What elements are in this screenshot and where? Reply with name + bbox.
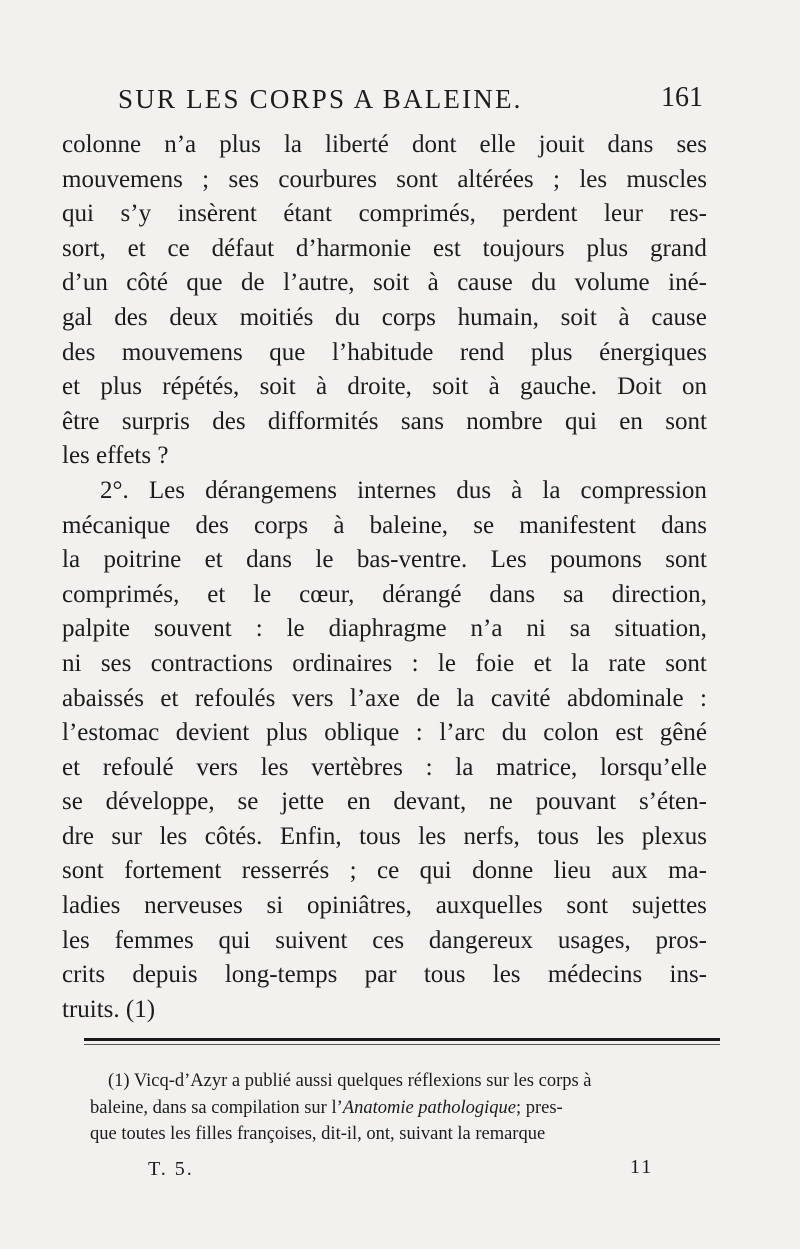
word: rend (459, 338, 505, 366)
word: énergiques (599, 338, 707, 366)
word: de (416, 684, 440, 712)
text-line (62, 578, 707, 613)
word: ne (489, 788, 513, 816)
word: le (286, 615, 305, 643)
word: sont (396, 165, 438, 193)
paragraph-start-line (62, 474, 707, 509)
word: elle (479, 131, 516, 158)
word: Doit (617, 373, 662, 401)
word: soit (432, 373, 469, 401)
word: sa (569, 615, 591, 643)
word: qui (218, 926, 251, 954)
text-line (62, 716, 707, 751)
word: ladies (62, 892, 121, 920)
word: plus (100, 373, 142, 401)
text-line (62, 336, 707, 371)
word: jette (281, 788, 325, 816)
word: abaissés (62, 684, 144, 712)
word: que (269, 338, 306, 366)
word: manifestent (519, 511, 636, 539)
word: les (260, 753, 289, 781)
word: sort, (62, 234, 106, 262)
word: gal (62, 303, 93, 331)
word: internes (357, 476, 437, 504)
page-number: 161 (661, 82, 703, 113)
word: médecins (547, 961, 643, 989)
word: pouvant (535, 788, 617, 816)
word: abdominale (566, 684, 684, 712)
word: d’un (62, 269, 108, 297)
word: à (427, 269, 439, 297)
word: se (62, 788, 83, 816)
word: situation, (614, 615, 707, 643)
word: du (531, 269, 557, 297)
word: grand (650, 234, 707, 262)
word: humain, (457, 303, 539, 331)
footnote-italic-title: Anatomie pathologique (342, 1097, 516, 1118)
word: ni (62, 649, 82, 677)
footnote-divider (84, 1038, 720, 1041)
word: tous (423, 961, 466, 989)
word: la (456, 684, 475, 712)
word: sa (563, 580, 584, 608)
word: on (681, 373, 707, 401)
word: par (364, 961, 397, 989)
word: baleine, (369, 511, 449, 539)
word: surpris (121, 407, 190, 435)
word: côté (126, 269, 168, 297)
word: Les (148, 476, 185, 504)
running-head: SUR LES CORPS A BALEINE. (118, 84, 523, 114)
footnote-line: (1) Vicq-d’Azyr a publié aussi quelques réflexions sur les corps à (108, 1071, 592, 1091)
word: nerfs, (463, 822, 520, 850)
word: des (212, 407, 246, 435)
word: dans (661, 511, 707, 539)
word: : (255, 615, 263, 643)
word: la (542, 476, 561, 504)
text-line (62, 405, 707, 440)
word: et (62, 373, 81, 401)
word: poitrine (103, 546, 182, 574)
word: étant (283, 200, 332, 228)
word: s’y (120, 200, 152, 228)
word: la (62, 546, 81, 574)
word: s’éten- (638, 788, 707, 816)
word: dérangé (382, 580, 462, 608)
word: n’a (164, 131, 197, 158)
footnote-text: ; pres- (515, 1097, 563, 1118)
word: la (455, 753, 474, 781)
word: vers (291, 684, 334, 712)
word: des (195, 511, 229, 539)
word: du (335, 303, 361, 331)
word: les (159, 822, 188, 850)
word: 2°. (100, 476, 129, 504)
word: femmes (114, 926, 194, 954)
word: de (240, 269, 265, 297)
word: aux (611, 857, 648, 885)
footnote-text: baleine, dans sa compilation sur l’ (90, 1097, 343, 1118)
text-line (62, 509, 707, 544)
word: sont (62, 857, 104, 885)
word: compression (580, 476, 707, 504)
word: plus (265, 719, 308, 747)
word: le (315, 546, 334, 574)
word: Les (490, 546, 527, 574)
word: et (62, 753, 81, 781)
word: être (62, 407, 100, 435)
word: palpite (62, 615, 131, 643)
word: dans (489, 580, 536, 608)
word: soit (259, 373, 296, 401)
word: les (579, 165, 608, 193)
word: comprimés, (358, 200, 476, 228)
word: l’arc (439, 719, 486, 747)
word: iné- (668, 269, 707, 297)
word: dans (246, 546, 292, 574)
word: des (114, 303, 148, 331)
word: sont (665, 407, 707, 435)
page-header (118, 78, 703, 118)
word: et (207, 580, 226, 608)
word: développe, (105, 788, 215, 816)
word: tous (537, 822, 579, 850)
signature-mark: T. 5. (148, 1158, 194, 1180)
text-line (62, 543, 707, 578)
word: depuis (132, 961, 198, 989)
text-line (62, 266, 707, 301)
word: la (570, 649, 590, 677)
word: mouvemens (121, 338, 243, 366)
word: les (418, 822, 447, 850)
word: mouvemens (62, 165, 183, 193)
text-line (62, 958, 707, 993)
word: refoulé (102, 753, 174, 781)
word: répétés, (162, 373, 240, 401)
word: colon (543, 719, 599, 747)
word: à (618, 303, 630, 331)
word: tous (359, 822, 401, 850)
word: oblique (324, 719, 400, 747)
word: plus (530, 338, 573, 366)
word: des (62, 338, 96, 366)
text-line (62, 889, 707, 924)
text-line (62, 647, 707, 682)
footnote-line (90, 1095, 722, 1122)
text-line (62, 612, 707, 647)
word: refoulés (194, 684, 276, 712)
word: cavité (490, 684, 551, 712)
word: sujettes (631, 892, 707, 920)
word: le (253, 580, 272, 608)
text-line (62, 751, 707, 786)
word: dérangemens (205, 476, 337, 504)
word: et (160, 684, 179, 712)
text-line (62, 820, 707, 855)
word: et (127, 234, 146, 262)
word: lorsqu’elle (599, 753, 707, 781)
word: ins- (669, 961, 707, 989)
word: en (619, 407, 643, 435)
text-line (62, 854, 707, 889)
word: ce (167, 234, 190, 262)
word: dans (607, 131, 654, 158)
word: sont (665, 649, 707, 677)
word: sur (111, 822, 142, 850)
word: et (533, 649, 552, 677)
text-line (62, 128, 707, 163)
word: : (700, 684, 707, 712)
word: ses (228, 165, 260, 193)
footnote (90, 1068, 722, 1148)
word: sont (665, 546, 707, 574)
word: insèrent (177, 200, 257, 228)
word: devant, (393, 788, 467, 816)
word: ce (377, 857, 400, 885)
word: défaut (211, 234, 275, 262)
word: à (315, 373, 328, 401)
text-line: les effets ? (62, 442, 169, 470)
word: toujours (482, 234, 565, 262)
text-line (62, 197, 707, 232)
word: corps (381, 303, 436, 331)
word: se (237, 788, 259, 816)
word: Enfin, (279, 822, 342, 850)
word: droite, (347, 373, 412, 401)
text-line (62, 163, 707, 198)
word: sont (566, 892, 609, 920)
word: deux (169, 303, 218, 331)
word: gauche. (519, 373, 597, 401)
word: les (596, 822, 625, 850)
word: sans (400, 407, 444, 435)
text-line: truits. (1) (62, 995, 156, 1023)
word: vers (196, 753, 238, 781)
word: plus (219, 131, 261, 158)
word: resserrés (241, 857, 330, 885)
word: ; (349, 857, 357, 885)
word: foie (475, 649, 515, 677)
word: les (62, 926, 90, 954)
word: que (186, 269, 223, 297)
word: leur (604, 200, 643, 228)
word: corps (253, 511, 309, 539)
text-line (62, 370, 707, 405)
word: qui (62, 200, 94, 228)
word: auxquelles (435, 892, 543, 920)
word: dont (411, 131, 457, 158)
word: d’harmonie (295, 234, 412, 262)
word: l’estomac (62, 719, 160, 747)
word: à (333, 511, 345, 539)
word: crits (62, 961, 106, 989)
word: poumons (550, 546, 642, 574)
body-text (62, 128, 707, 1027)
word: en (346, 788, 371, 816)
word: l’habitude (331, 338, 434, 366)
word: se (473, 511, 495, 539)
word: le (437, 649, 456, 677)
word: du (501, 719, 527, 747)
word: usages, (557, 926, 631, 954)
word: opiniâtres, (307, 892, 412, 920)
word: à (488, 373, 500, 401)
word: ses (676, 131, 707, 158)
word: dus (456, 476, 492, 504)
word: ses (100, 649, 132, 677)
word: qui (565, 407, 597, 435)
text-line (62, 232, 707, 267)
word: dangereux (428, 926, 534, 954)
footnote-line: que toutes les filles françoises, dit-il, ont, suivant la remarque (90, 1124, 546, 1144)
word: ; (202, 165, 210, 193)
word: courbures (278, 165, 377, 193)
word: gêné (659, 719, 707, 747)
word: devient (175, 719, 250, 747)
word: mécanique (62, 511, 171, 539)
word: lieu (553, 857, 592, 885)
word: volume (574, 269, 650, 297)
word: l’autre, (283, 269, 355, 297)
word: fortement (124, 857, 222, 885)
word: plus (586, 234, 629, 262)
word: long-temps (224, 961, 338, 989)
word: côtés. (204, 822, 263, 850)
word: contractions (150, 649, 273, 677)
word: perdent (502, 200, 578, 228)
word: : (411, 649, 419, 677)
text-line (62, 924, 707, 959)
word: difformités (267, 407, 379, 435)
word: qui (419, 857, 452, 885)
word: ma- (668, 857, 707, 885)
word: si (266, 892, 284, 920)
word: à (511, 476, 523, 504)
word: ni (526, 615, 546, 643)
word: : (415, 719, 423, 747)
word: la (283, 131, 302, 158)
word: cause (457, 269, 513, 297)
word: matrice, (496, 753, 578, 781)
word: suivent (275, 926, 348, 954)
word: moitiés (239, 303, 314, 331)
word: jouit (538, 131, 585, 158)
word: l’axe (349, 684, 400, 712)
word: nerveuses (144, 892, 243, 920)
word: vertèbres (311, 753, 403, 781)
word: n’a (470, 615, 503, 643)
word: liberté (325, 131, 389, 158)
word: pros- (655, 926, 707, 954)
word: rate (608, 649, 646, 677)
word: colonne (62, 131, 142, 158)
word: soit (373, 269, 410, 297)
word: ; (553, 165, 560, 193)
text-line (62, 785, 707, 820)
word: cause (651, 303, 707, 331)
word: altérées (457, 165, 534, 193)
text-line (62, 301, 707, 336)
word: donne (472, 857, 534, 885)
word: et (204, 546, 223, 574)
word: est (615, 719, 644, 747)
gathering-number: 11 (630, 1156, 654, 1178)
text-line (62, 682, 707, 717)
word: ordinaires (292, 649, 393, 677)
word: souvent (153, 615, 232, 643)
word: est (433, 234, 461, 262)
word: : (425, 753, 433, 781)
word: muscles (626, 165, 707, 193)
word: soit (560, 303, 597, 331)
word: ces (372, 926, 405, 954)
word: les (492, 961, 521, 989)
word: res- (669, 200, 707, 228)
word: bas-ventre. (356, 546, 468, 574)
word: comprimés, (62, 580, 180, 608)
word: dre (62, 822, 94, 850)
word: diaphragme (328, 615, 447, 643)
word: cœur, (299, 580, 355, 608)
word: nombre (466, 407, 543, 435)
word: plexus (641, 822, 707, 850)
word: direction, (611, 580, 707, 608)
